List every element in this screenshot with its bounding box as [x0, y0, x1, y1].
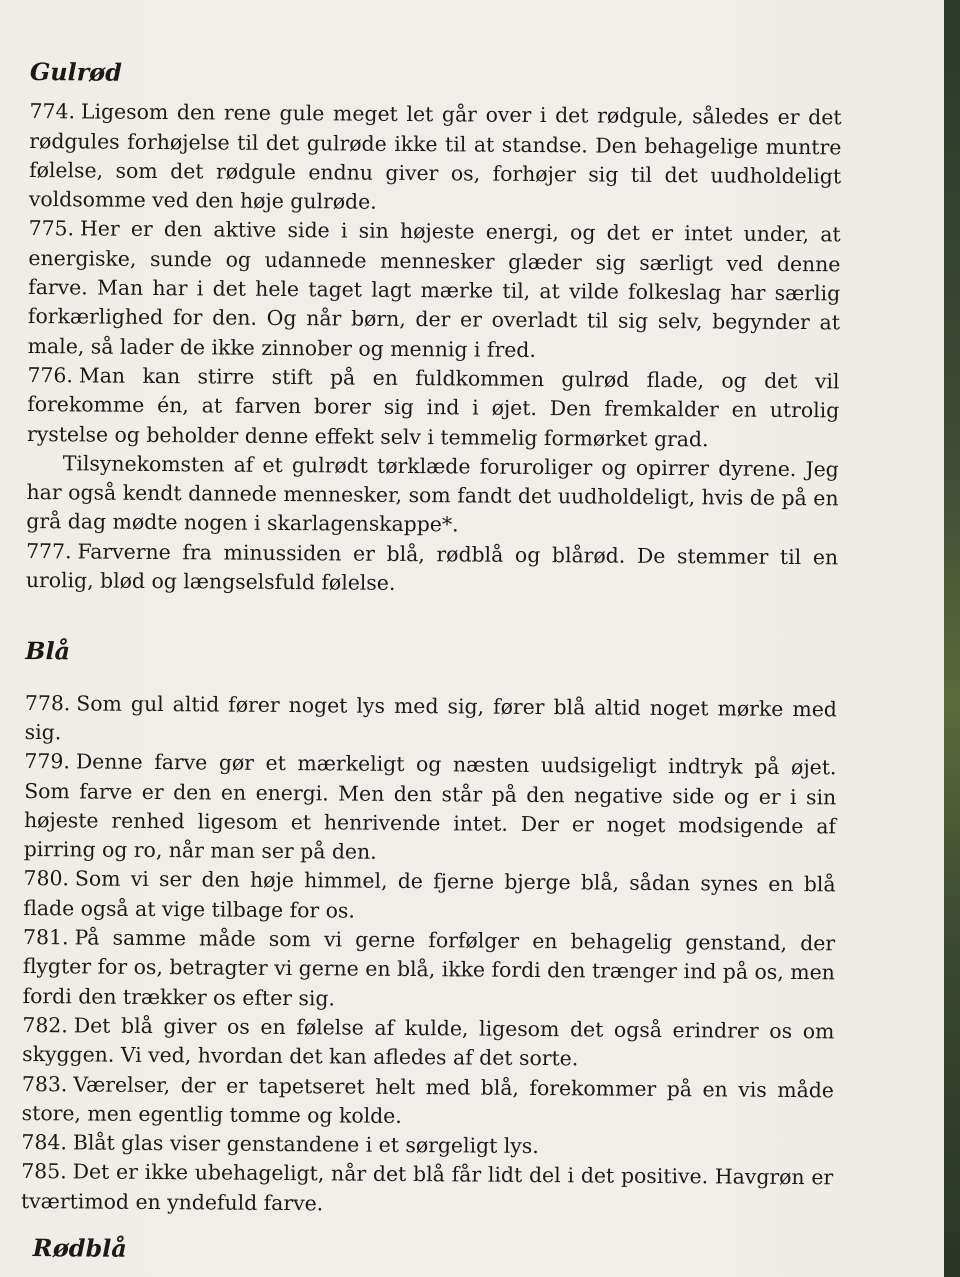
- paragraph-776: [27, 361, 840, 455]
- paragraph-text: Værelser, der er tapetseret helt med blå, forekommer på en vis måde store, men egentlig tomme og kolde.: [21, 1071, 835, 1128]
- paragraph-text: Farverne fra minussiden er blå, rødblå og blårød. De stemmer til en urolig, blød og længselsfuld følelse.: [25, 539, 839, 595]
- paragraph-text: Det blå giver os en følelse af kulde, ligesom det også erindrer os om skyggen. Vi ved, hvordan det kan afledes af det sorte.: [22, 1013, 835, 1071]
- paragraph-number: 777.: [26, 538, 72, 564]
- paragraph-number: 779.: [24, 749, 70, 774]
- paragraph-776-continued: [26, 449, 839, 543]
- paragraph-text: Det er ikke ubehageligt, når det blå får lidt del i det positive. Havgrøn er tværtimod en yndefuld farve.: [20, 1159, 834, 1216]
- paragraph-text: Som vi ser den høje himmel, de fjerne bjerge blå, sådan synes en blå flade også at vige tilbage for os.: [23, 866, 836, 923]
- paragraph-778: [25, 689, 837, 754]
- paragraph-780: [23, 864, 835, 929]
- paragraph-number: 785.: [21, 1159, 67, 1184]
- paragraph-number: 776.: [27, 362, 74, 388]
- paragraph-number: 778.: [24, 690, 71, 715]
- paragraph-number: 780.: [23, 866, 70, 891]
- paragraph-number: 782.: [22, 1012, 68, 1038]
- paragraph-number: 784.: [21, 1130, 67, 1155]
- paragraph-774: [29, 97, 842, 221]
- paragraph-text: Denne farve gør et mærkeligt og næsten uudsigeligt indtryk på øjet. Som farve er den en energi. Men den står på den negative side og er i sin højeste renhed ligesom et henrivende intet. Der er noget modsigende af pirring og ro, når man ser på den.: [23, 749, 837, 864]
- section-heading-rodbla: Rødblå: [32, 1234, 127, 1263]
- paragraph-781: [23, 923, 836, 1017]
- paragraph-text: Tilsynekomsten af et gulrødt tørklæde foruroliger og opirrer dyrene. Jeg har også kendt dannede mennesker, som fandt det uudholdeligt, hvis de på en grå dag mødte nogen i skarlagenskappe*.: [26, 451, 839, 537]
- paragraph-783: [22, 1069, 834, 1134]
- paragraph-text: Man kan stirre stift på en fuldkommen gulrød flade, og det vil forekomme én, at farven borer sig ind i øjet. Den fremkalder en utrolig rystelse og beholder denne effekt selv i temmelig formørket grad.: [26, 363, 840, 451]
- paragraph-782: [22, 1011, 834, 1076]
- paragraph-779: [24, 747, 837, 871]
- paragraph-text: Her er den aktive side i sin højeste energi, og det er intet under, at energiske, sunde og udannede mennesker glæder sig særligt ved denne farve. Man har i det hele taget lagt mærke til, at vilde folkeslag har særlig forkærlighed for den. Og når børn, der er overladt til sig selv, begynder at male, så lader de ikke zinnober og mennig i fred.: [27, 216, 841, 362]
- page-text: [21, 58, 842, 1270]
- section-heading-bla: Blå: [25, 637, 71, 666]
- paragraph-text: Som gul altid fører noget lys med sig, fører blå altid noget mørke med sig.: [24, 691, 838, 745]
- section-heading-gulrod: Gulrød: [29, 58, 122, 87]
- paragraph-text: Blåt glas viser genstandene i et sørgeligt lys.: [72, 1130, 539, 1159]
- paragraph-775: [28, 214, 841, 367]
- book-spine-edge: [944, 0, 960, 1277]
- paragraph-number: 774.: [29, 99, 76, 124]
- paragraph-number: 775.: [28, 216, 75, 241]
- paragraph-text: Ligesom den rene gule meget let går over i det rødgule, således er det rødgules forhøjelse til det gulrøde ikke til at standse. Den behagelige muntre følelse, som det rødgule endnu giver os, forhøjer sig til det uudholdeligt voldsomme ved den høje gulrøde.: [28, 99, 842, 214]
- paragraph-text: På samme måde som vi gerne forfølger en behagelig genstand, der flygter for os, betragter vi gerne en blå, ikke fordi den trænger ind på os, men fordi den trækker os efter sig.: [22, 925, 836, 1011]
- paragraph-number: 781.: [23, 924, 69, 950]
- paragraph-785: [21, 1157, 833, 1222]
- paragraph-number: 783.: [21, 1071, 68, 1096]
- paragraph-777: [26, 537, 838, 602]
